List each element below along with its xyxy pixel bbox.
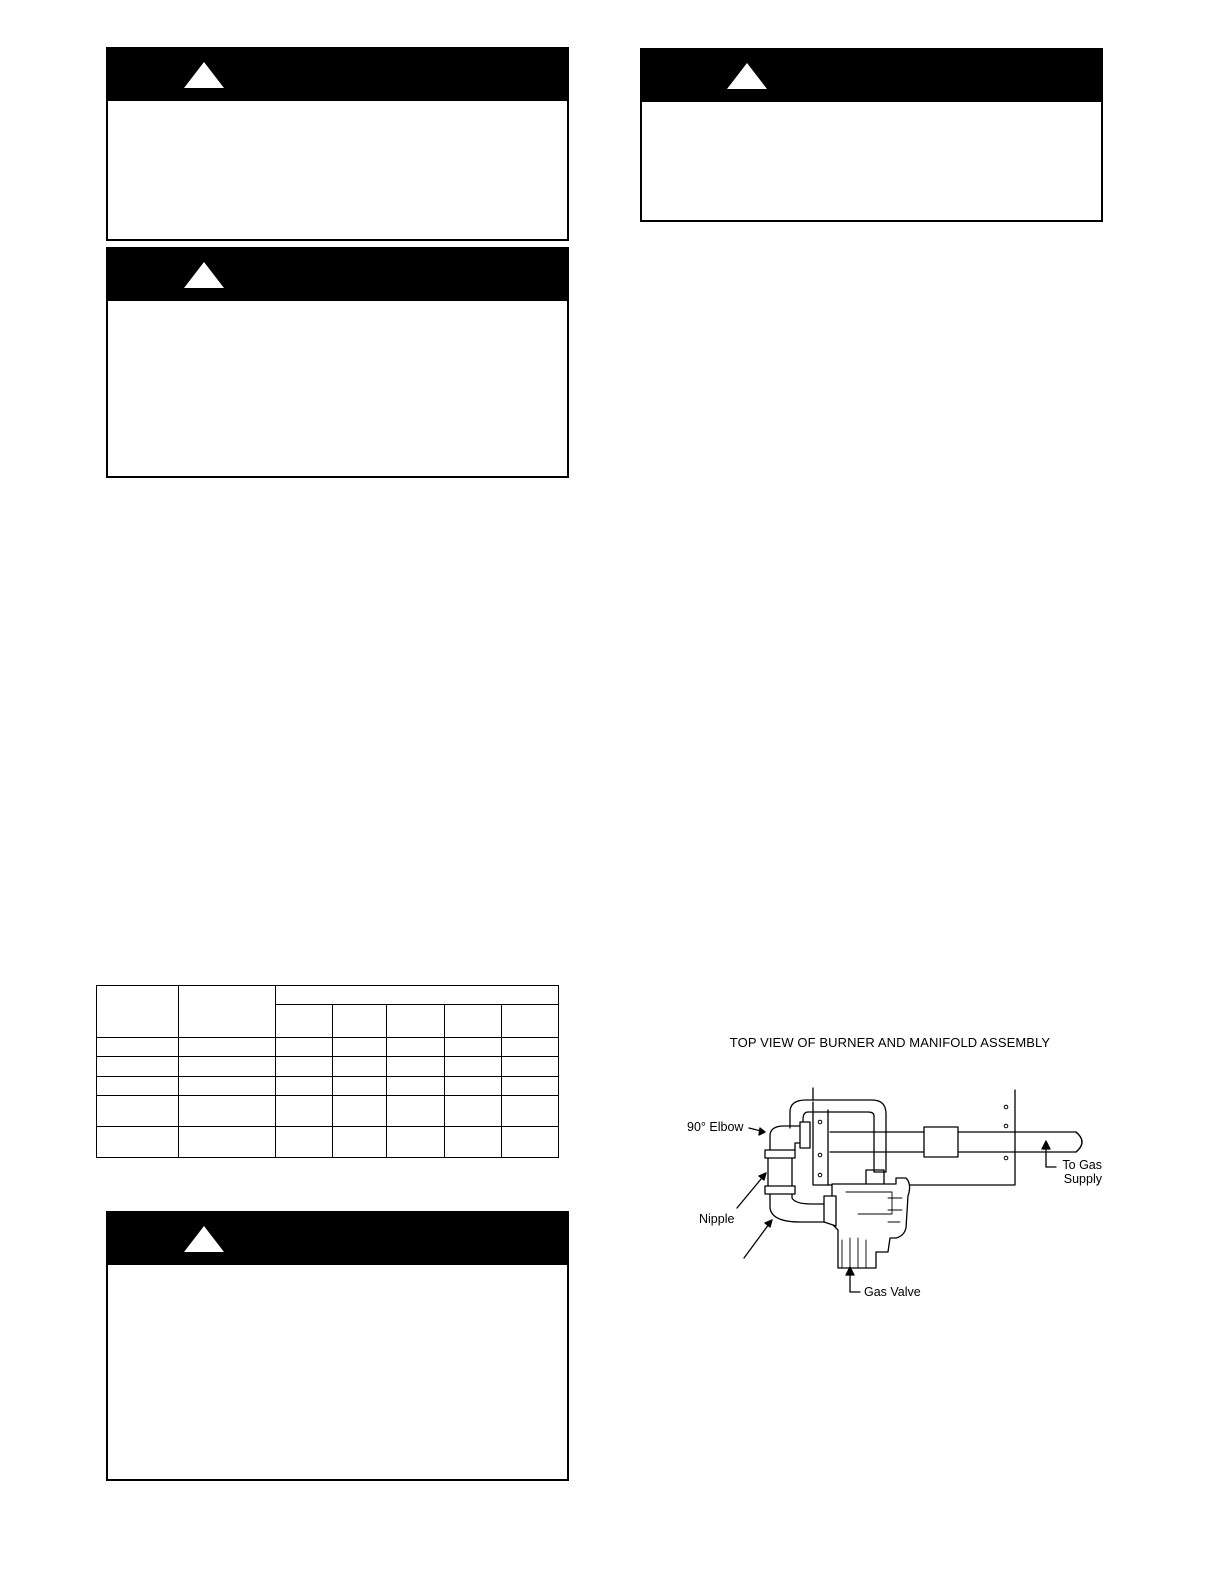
gas-valve-inlet — [824, 1196, 836, 1226]
arrowhead-icon — [1042, 1141, 1050, 1149]
label-to-gas-supply — [1060, 1158, 1102, 1186]
figure-title: TOP VIEW OF BURNER AND MANIFOLD ASSEMBLY — [729, 1035, 1051, 1050]
label-to-gas-line1: To Gas — [1062, 1158, 1102, 1172]
lower-elbow-outer — [770, 1194, 832, 1222]
label-gas-valve: Gas Valve — [864, 1285, 921, 1299]
nipple-pipe — [768, 1158, 792, 1186]
arrowhead-icon — [759, 1128, 765, 1135]
rivet-icons — [818, 1105, 1008, 1177]
pipe-coupling — [924, 1127, 958, 1157]
pipe-end — [1076, 1132, 1082, 1152]
arrowhead-icon — [759, 1173, 766, 1180]
burner-box-outline — [813, 1090, 1015, 1185]
gas-valve-body — [832, 1178, 910, 1268]
nipple-fitting-top — [765, 1150, 795, 1158]
nipple-fitting-bottom — [765, 1186, 795, 1194]
elbow-fitting — [800, 1122, 810, 1148]
label-90-elbow: 90° Elbow — [687, 1120, 744, 1134]
label-to-gas-line2: Supply — [1063, 1172, 1102, 1186]
label-nipple: Nipple — [699, 1212, 735, 1226]
elbow-pipe-inner — [795, 1143, 800, 1150]
arrowhead-icon — [765, 1220, 772, 1227]
